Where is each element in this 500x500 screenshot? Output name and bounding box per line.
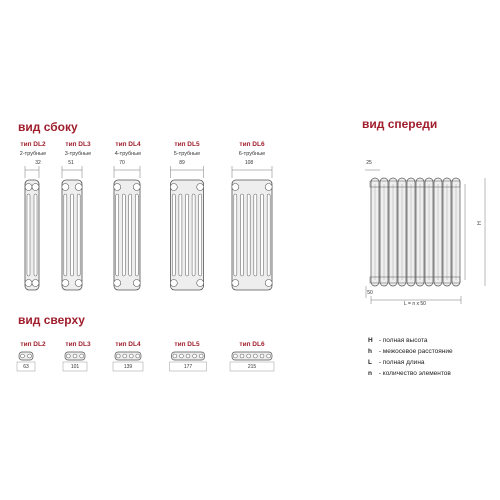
side-port-bottom-2	[114, 280, 121, 287]
top-dim-box-3	[170, 362, 207, 371]
side-type-label-dl6: тип DL6	[239, 141, 265, 148]
top-pipe-3-1	[179, 354, 183, 358]
top-pipe-4-4	[260, 354, 264, 358]
side-pipe-2-2	[129, 194, 132, 276]
top-pipe-4-2	[247, 354, 251, 358]
side-pipe-4-1	[241, 194, 244, 276]
legend-row-h-total: H - полная высота	[368, 337, 428, 344]
front-top-dim: 25	[366, 160, 372, 166]
top-dim-dl6: 215	[247, 364, 257, 370]
top-type-label-dl3: тип DL3	[65, 341, 91, 348]
side-port-top2-3	[197, 184, 204, 191]
top-pipe-1-0	[66, 354, 70, 358]
side-port-bottom-1	[62, 280, 69, 287]
top-type-label-dl6: тип DL6	[239, 341, 265, 348]
front-bottom-dim: 50	[367, 290, 373, 296]
top-pipe-4-1	[240, 354, 244, 358]
side-port-top-1	[62, 184, 69, 191]
top-pipe-2-2	[129, 354, 133, 358]
pipes-label-dl2: 2-трубные	[19, 151, 47, 157]
depth-dim-dl6: 108	[244, 160, 254, 166]
side-pipe-2-0	[116, 194, 119, 276]
side-pipe-3-4	[199, 194, 202, 276]
side-port-bottom2-4	[265, 280, 272, 287]
side-pipe-2-3	[135, 194, 138, 276]
side-body-4	[232, 180, 272, 290]
side-views	[25, 166, 272, 290]
top-pipe-3-0	[173, 354, 177, 358]
depth-dim-dl4: 70	[119, 160, 125, 166]
side-port-top-3	[170, 184, 177, 191]
top-pipe-2-3	[136, 354, 140, 358]
side-pipe-4-4	[261, 194, 264, 276]
top-type-label-dl2: тип DL2	[20, 341, 46, 348]
top-pipe-3-3	[193, 354, 197, 358]
side-view-heading: вид сбоку	[18, 120, 78, 134]
front-view	[365, 170, 485, 304]
side-pipe-1-1	[71, 194, 74, 276]
pipes-label-dl3: 3-трубные	[64, 151, 92, 157]
side-port-bottom2-2	[133, 280, 140, 287]
side-port-top-0	[25, 184, 32, 191]
pipes-label-dl6: 6-трубные	[238, 151, 266, 157]
side-pipe-4-0	[234, 194, 237, 276]
side-pipe-1-0	[64, 194, 67, 276]
top-views	[17, 352, 274, 371]
side-port-bottom2-1	[75, 280, 82, 287]
top-dim-box-2	[113, 362, 143, 371]
side-pipe-3-0	[172, 194, 175, 276]
top-pipe-2-1	[123, 354, 127, 358]
pipes-label-dl5: 5-трубные	[173, 151, 201, 157]
front-height-outer: H	[477, 221, 483, 225]
side-port-top2-1	[75, 184, 82, 191]
legend-row-n: n - количество элементов	[368, 370, 451, 377]
side-port-top2-4	[265, 184, 272, 191]
side-type-label-dl3: тип DL3	[65, 141, 91, 148]
pipes-label-dl4: 4-трубные	[114, 151, 142, 157]
top-dim-dl5: 177	[183, 364, 193, 370]
top-pipe-1-2	[80, 354, 84, 358]
top-pipe-0-0	[21, 354, 25, 358]
top-dim-dl3: 101	[70, 364, 80, 370]
top-body-4	[232, 352, 272, 360]
side-pipe-4-2	[247, 194, 250, 276]
side-port-bottom-4	[232, 280, 239, 287]
top-view-heading: вид сверху	[18, 313, 85, 327]
side-pipe-2-1	[122, 194, 125, 276]
side-pipe-0-0	[27, 194, 30, 276]
side-pipe-4-5	[267, 194, 270, 276]
side-type-label-dl2: тип DL2	[20, 141, 46, 148]
top-pipe-4-5	[267, 354, 271, 358]
depth-dim-dl3: 51	[68, 160, 74, 166]
depth-dim-dl5: 89	[179, 160, 185, 166]
side-port-top2-0	[32, 184, 39, 191]
top-pipe-2-0	[116, 354, 120, 358]
top-dim-dl4: 139	[123, 364, 133, 370]
front-length-label: L = n x 50	[404, 301, 426, 307]
side-pipe-3-1	[179, 194, 182, 276]
top-pipe-3-4	[199, 354, 203, 358]
side-port-bottom2-3	[197, 280, 204, 287]
top-dim-box-1	[63, 362, 87, 371]
legend-row-h-axis: h - межосевое расстояние	[368, 348, 453, 355]
side-pipe-3-3	[192, 194, 195, 276]
top-pipe-4-0	[233, 354, 237, 358]
side-type-label-dl5: тип DL5	[174, 141, 200, 148]
side-port-bottom2-0	[32, 280, 39, 287]
side-port-top2-2	[133, 184, 140, 191]
legend-row-l: L - полная длина	[368, 359, 425, 366]
top-type-label-dl4: тип DL4	[115, 341, 141, 348]
front-view-heading: вид спереди	[362, 117, 438, 131]
top-dim-dl2: 63	[23, 364, 29, 370]
top-pipe-4-3	[253, 354, 257, 358]
side-port-bottom-3	[170, 280, 177, 287]
depth-dim-dl2: 32	[35, 160, 41, 166]
side-type-label-dl4: тип DL4	[115, 141, 141, 148]
side-pipe-0-1	[34, 194, 37, 276]
top-dim-box-0	[17, 362, 35, 371]
side-port-bottom-0	[25, 280, 32, 287]
top-dim-box-4	[230, 362, 274, 371]
top-pipe-0-1	[28, 354, 32, 358]
side-pipe-3-2	[186, 194, 189, 276]
top-type-label-dl5: тип DL5	[174, 341, 200, 348]
top-pipe-3-2	[186, 354, 190, 358]
top-pipe-1-1	[73, 354, 77, 358]
side-port-top-2	[114, 184, 121, 191]
side-pipe-1-2	[77, 194, 80, 276]
side-pipe-4-3	[254, 194, 257, 276]
side-port-top-4	[232, 184, 239, 191]
